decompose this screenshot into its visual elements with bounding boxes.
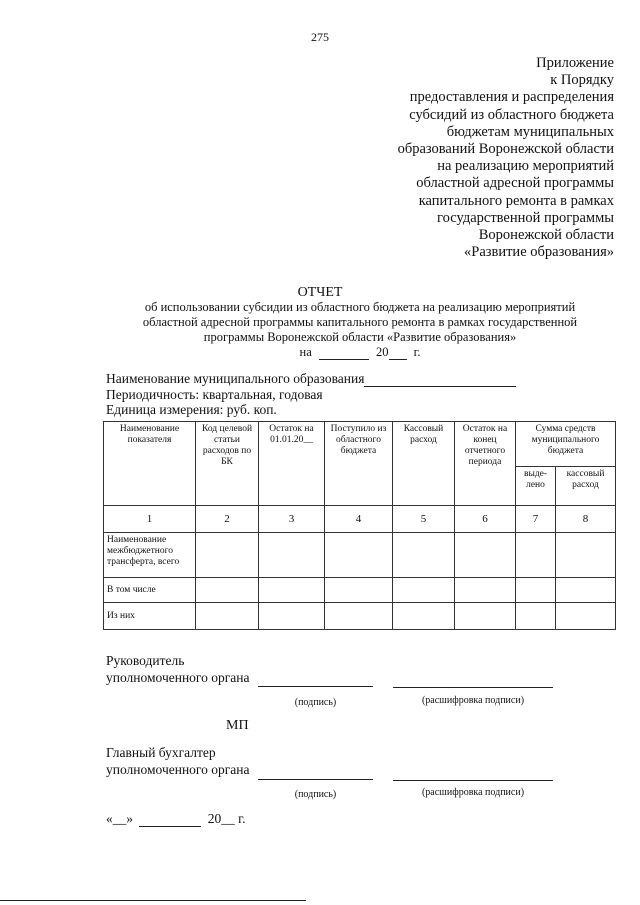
- table-cell[interactable]: [196, 603, 259, 630]
- header-allocated: выде-лено: [516, 467, 556, 506]
- table-cell[interactable]: [455, 533, 516, 578]
- appendix-line: к Порядку: [550, 72, 614, 89]
- head-decoding-line[interactable]: [393, 686, 553, 688]
- report-subtitle-line: областной адресной программы капитального ремонта в рамках государственной: [142, 315, 578, 329]
- appendix-line: областной адресной программы: [416, 175, 614, 192]
- table-row: [104, 578, 616, 603]
- signature-date-day: «__»: [106, 811, 133, 826]
- page-number: 275: [311, 30, 329, 44]
- column-number: 6: [455, 506, 516, 533]
- report-subtitle-line: об использовании субсидии из областного бюджета на реализацию мероприятий: [144, 300, 576, 314]
- report-year-blank[interactable]: [389, 359, 407, 360]
- municipality-row: [106, 371, 516, 387]
- column-number: 3: [259, 506, 325, 533]
- table-cell[interactable]: [455, 603, 516, 630]
- table-cell[interactable]: [196, 533, 259, 578]
- header-cash-expense: Кассовый расход: [393, 422, 455, 506]
- table-cell[interactable]: [393, 533, 455, 578]
- signature-date: [106, 810, 246, 827]
- table-cell[interactable]: [455, 578, 516, 603]
- head-signature-caption: (подпись): [294, 697, 337, 708]
- appendix-line: предоставления и распределения: [409, 89, 614, 106]
- table-cell[interactable]: [259, 533, 325, 578]
- municipality-blank[interactable]: [364, 373, 516, 387]
- accountant-signature-caption: (подпись): [294, 789, 337, 800]
- appendix-line: Приложение: [536, 55, 614, 71]
- table-row: [104, 603, 616, 630]
- accountant-label: [106, 744, 250, 778]
- table-cell[interactable]: [325, 533, 393, 578]
- accountant-organ: уполномоченного органа: [106, 762, 250, 777]
- report-date-blank[interactable]: [319, 359, 369, 360]
- accountant-signature-line[interactable]: [258, 778, 373, 780]
- accountant-decoding-caption: (расшифровка подписи): [421, 787, 525, 798]
- column-number: 8: [556, 506, 616, 533]
- column-number: 5: [393, 506, 455, 533]
- signature-date-year: 20__: [207, 811, 235, 826]
- column-number: 2: [196, 506, 259, 533]
- table-cell[interactable]: [259, 603, 325, 630]
- report-date: [100, 345, 620, 360]
- table-header-row: [104, 422, 616, 467]
- column-number: 4: [325, 506, 393, 533]
- column-number: 1: [104, 506, 196, 533]
- report-date-suffix: г.: [413, 345, 421, 359]
- table-cell[interactable]: [516, 578, 556, 603]
- appendix-line: Воронежской области: [478, 227, 614, 244]
- row-label: В том числе: [104, 578, 196, 603]
- table-cell[interactable]: [196, 578, 259, 603]
- header-received: Поступило из областного бюджета: [325, 422, 393, 506]
- row-label: Из них: [104, 603, 196, 630]
- appendix-block: [314, 55, 614, 261]
- head-label: [106, 652, 250, 686]
- unit-text: Единица измерения: руб. коп.: [106, 402, 277, 417]
- report-table: [103, 421, 616, 630]
- stamp-placeholder: МП: [226, 718, 249, 733]
- report-subtitle: [100, 300, 620, 360]
- table-cell[interactable]: [393, 578, 455, 603]
- column-number: 7: [516, 506, 556, 533]
- report-meta: [106, 371, 516, 418]
- header-balance-start: Остаток на 01.01.20__: [259, 422, 325, 506]
- table-cell[interactable]: [325, 603, 393, 630]
- head-organ: уполномоченного органа: [106, 670, 250, 685]
- appendix-line: субсидий из областного бюджета: [409, 106, 614, 123]
- accountant-title: Главный бухгалтер: [106, 745, 216, 760]
- table-cell[interactable]: [516, 533, 556, 578]
- municipality-label: Наименование муниципального образования: [106, 371, 365, 386]
- header-name: Наименование показателя: [104, 422, 196, 506]
- row-label: Наименование межбюджетного трансферта, всего: [104, 533, 196, 578]
- table-cell[interactable]: [393, 603, 455, 630]
- appendix-line: «Развитие образования»: [464, 244, 614, 261]
- footer-divider: [0, 900, 306, 901]
- report-date-year: 20: [376, 345, 389, 359]
- appendix-line: государственной программы: [437, 209, 614, 226]
- appendix-line: на реализацию мероприятий: [437, 158, 614, 175]
- table-number-row: [104, 506, 616, 533]
- signature-date-suffix: г.: [238, 811, 246, 826]
- header-balance-end: Остаток на конец отчетного периода: [455, 422, 516, 506]
- accountant-decoding-line[interactable]: [393, 779, 553, 781]
- appendix-line: образований Воронежской области: [397, 141, 614, 158]
- head-decoding-caption: (расшифровка подписи): [421, 695, 525, 706]
- head-title: Руководитель: [106, 653, 185, 668]
- header-code: Код целевой статьи расходов по БК: [196, 422, 259, 506]
- table-cell[interactable]: [259, 578, 325, 603]
- header-municipal-cash: кассовый расход: [556, 467, 616, 506]
- header-municipal-sum: Сумма средств муниципального бюджета: [516, 422, 616, 467]
- signature-date-month-blank[interactable]: [139, 814, 201, 827]
- appendix-line: бюджетам муниципальных: [446, 123, 614, 140]
- table-cell[interactable]: [556, 578, 616, 603]
- table-cell[interactable]: [556, 533, 616, 578]
- appendix-line: капитального ремонта в рамках: [418, 192, 614, 209]
- table-cell[interactable]: [325, 578, 393, 603]
- report-date-prefix: на: [299, 345, 312, 359]
- table-cell[interactable]: [556, 603, 616, 630]
- table-row: [104, 533, 616, 578]
- report-subtitle-line: программы Воронежской области «Развитие образования»: [203, 330, 517, 344]
- head-signature-line[interactable]: [258, 685, 373, 687]
- periodicity-text: Периодичность: квартальная, годовая: [106, 386, 323, 402]
- report-title: ОТЧЕТ: [297, 285, 343, 300]
- table-cell[interactable]: [516, 603, 556, 630]
